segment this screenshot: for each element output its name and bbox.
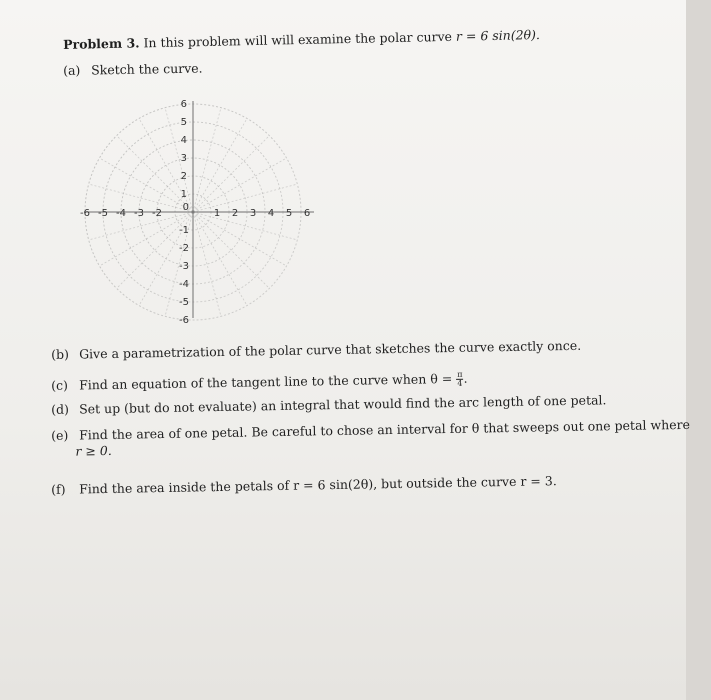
fraction-numerator: π bbox=[457, 369, 463, 379]
part-e bbox=[51, 416, 711, 459]
polar-spoke bbox=[193, 118, 247, 212]
y-tick-label: 2 bbox=[180, 171, 187, 182]
polar-spoke bbox=[193, 212, 269, 288]
x-tick-label: -5 bbox=[98, 208, 108, 219]
problem-label: Problem 3. bbox=[63, 35, 140, 52]
x-tick-label: 4 bbox=[267, 208, 275, 219]
part-c-text: Find an equation of the tangent line to the curve when θ = bbox=[78, 370, 453, 393]
polar-curve-equation: r = 6 sin(2θ). bbox=[455, 27, 541, 44]
origin-label: 0 bbox=[182, 202, 189, 213]
part-e-label: (e) bbox=[51, 427, 69, 443]
problem-statement bbox=[63, 27, 540, 53]
x-tick-label: 5 bbox=[285, 208, 293, 219]
part-a-text: Sketch the curve. bbox=[90, 60, 203, 78]
y-tick-label: 3 bbox=[180, 153, 187, 164]
part-e-line-2: r ≥ 0. bbox=[75, 442, 112, 459]
y-tick-label: -4 bbox=[179, 279, 189, 290]
part-f bbox=[51, 473, 557, 497]
part-b-text: Give a parametrization of the polar curve that sketches the curve exactly once. bbox=[78, 337, 582, 362]
y-tick-label: 5 bbox=[180, 117, 187, 128]
y-tick-label: 4 bbox=[180, 135, 187, 146]
part-d-label: (d) bbox=[51, 401, 70, 417]
y-tick-label: -5 bbox=[179, 297, 189, 308]
part-b-label: (b) bbox=[51, 346, 70, 362]
y-tick-label: -3 bbox=[179, 261, 189, 272]
y-tick-label: 6 bbox=[180, 99, 187, 110]
part-e-line-1: Find the area of one petal. Be careful to chose an interval for θ that sweeps out one petal where bbox=[78, 416, 691, 443]
y-tick-label: -2 bbox=[179, 243, 189, 254]
y-tick-label: -6 bbox=[179, 315, 189, 326]
x-tick-label: 3 bbox=[249, 208, 257, 219]
y-tick-label: 1 bbox=[180, 189, 187, 200]
part-f-label: (f) bbox=[51, 481, 66, 497]
x-tick-label: -6 bbox=[80, 208, 90, 219]
x-tick-label: -4 bbox=[116, 208, 126, 219]
part-a-label: (a) bbox=[63, 62, 81, 78]
part-d-text: Set up (but do not evaluate) an integral that would find the arc length of one petal. bbox=[78, 392, 607, 417]
x-tick-label: 1 bbox=[213, 208, 221, 219]
part-a bbox=[63, 61, 203, 79]
part-c bbox=[51, 371, 468, 395]
x-tick-label: -2 bbox=[152, 208, 162, 219]
part-c-label: (c) bbox=[51, 377, 69, 393]
x-tick-label: 6 bbox=[303, 208, 311, 219]
fraction-denominator: 4 bbox=[457, 378, 463, 388]
y-tick-label: -1 bbox=[179, 225, 189, 236]
part-c-period: . bbox=[463, 370, 468, 386]
x-tick-label: 2 bbox=[231, 208, 239, 219]
polar-spoke bbox=[193, 212, 221, 316]
problem-intro: In this problem will will examine the polar curve bbox=[143, 28, 453, 51]
x-tick-label: -3 bbox=[134, 208, 144, 219]
part-b bbox=[51, 338, 581, 363]
polar-spoke bbox=[193, 158, 287, 212]
polar-grid bbox=[80, 98, 322, 326]
part-d bbox=[51, 392, 607, 417]
part-f-text: Find the area inside the petals of r = 6 sin(2θ), but outside the curve r = 3. bbox=[78, 473, 557, 497]
polar-spoke bbox=[193, 212, 297, 240]
